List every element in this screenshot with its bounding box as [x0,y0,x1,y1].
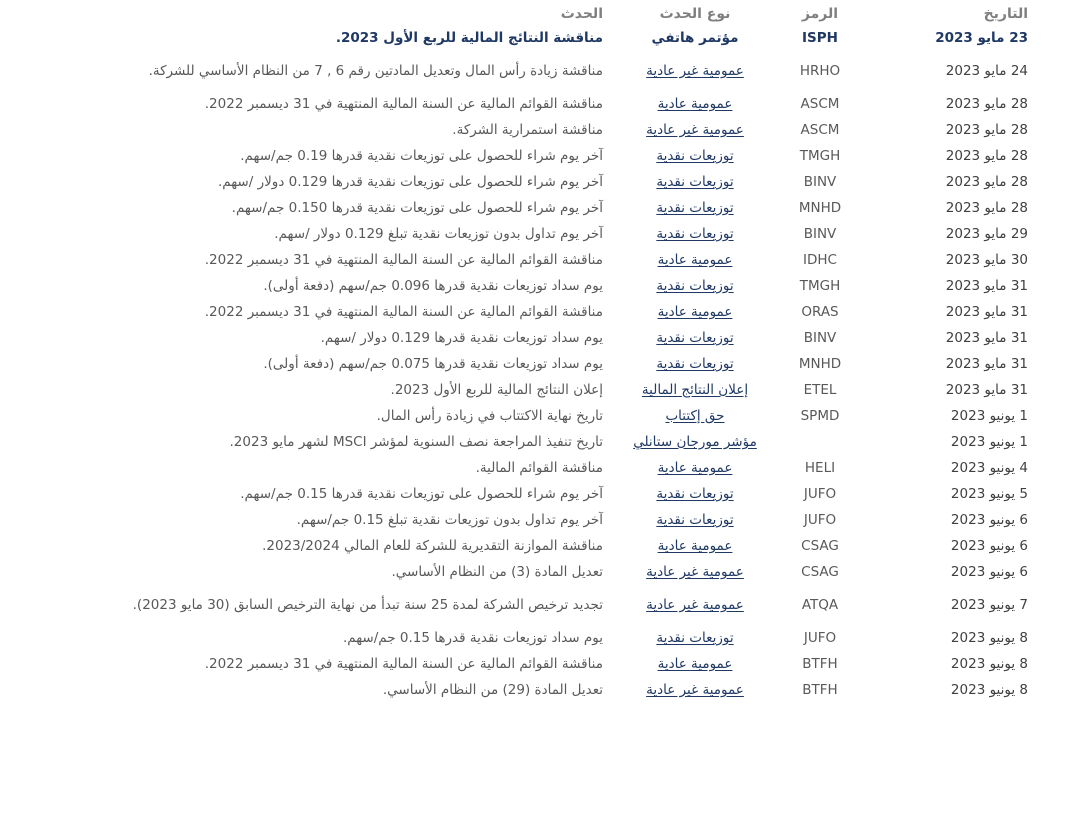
row-symbol: CSAG [801,563,839,580]
row-date: 5 يونيو 2023 [950,485,1028,502]
row-event-type [605,169,785,195]
row-date: 6 يونيو 2023 [950,563,1028,580]
event-type-link[interactable]: عمومية عادية [657,95,733,112]
row-event-type [605,533,785,559]
table-row [80,195,1030,221]
row-date: 28 مايو 2023 [945,199,1028,216]
row-date: 6 يونيو 2023 [950,537,1028,554]
row-date: 28 مايو 2023 [945,95,1028,112]
row-event-type [605,91,785,117]
row-event: مناقشة القوائم المالية عن السنة المالية المنتهية في 31 ديسمبر 2022. [204,95,603,112]
event-type-link[interactable]: توزيعات نقدية [656,199,734,216]
featured-symbol: ISPH [802,29,838,46]
row-event: تعديل المادة (29) من النظام الأساسي. [382,681,603,698]
table-row [80,377,1030,403]
row-date: 8 يونيو 2023 [950,681,1028,698]
row-event: تاريخ تنفيذ المراجعة نصف السنوية لمؤشر MSCI لشهر مايو 2023. [229,433,603,450]
event-type-link[interactable]: مؤشر مورجان ستانلي [633,433,757,450]
row-date: 28 مايو 2023 [945,173,1028,190]
table-row [80,403,1030,429]
row-event-type [605,51,785,91]
row-symbol: TMGH [799,277,841,294]
row-date: 31 مايو 2023 [945,277,1028,294]
row-event: يوم سداد توزيعات نقدية قدرها 0.096 جم/سهم (دفعة أولى). [263,277,603,294]
row-symbol: SPMD [800,407,840,424]
row-symbol: BTFH [802,655,838,672]
row-event-type [605,507,785,533]
event-type-link[interactable]: عمومية عادية [657,251,733,268]
row-event-type [605,403,785,429]
header-date: التاريخ [983,5,1028,22]
row-symbol: HELI [804,459,836,476]
row-date: 4 يونيو 2023 [950,459,1028,476]
row-event: آخر يوم شراء للحصول على توزيعات نقدية قدرها 0.15 جم/سهم. [240,485,603,502]
row-date: 31 مايو 2023 [945,329,1028,346]
row-symbol: ASCM [800,121,840,138]
row-symbol: BINV [803,173,837,190]
row-symbol: TMGH [799,147,841,164]
featured-event-type: مؤتمر هاتفي [651,29,739,46]
table-row [80,533,1030,559]
row-event: مناقشة القوائم المالية. [475,459,603,476]
header-symbol: الرمز [801,5,839,22]
row-event-type [605,559,785,585]
row-event: تعديل المادة (3) من النظام الأساسي. [391,563,603,580]
event-type-link[interactable]: توزيعات نقدية [656,173,734,190]
table-header-row [80,3,1030,25]
table-row [80,299,1030,325]
row-event: يوم سداد توزيعات نقدية قدرها 0.15 جم/سهم. [342,629,603,646]
table-row [80,143,1030,169]
row-symbol: JUFO [803,485,837,502]
row-date: 28 مايو 2023 [945,121,1028,138]
event-type-link[interactable]: حق إكتتاب [665,407,725,424]
row-date: 30 مايو 2023 [945,251,1028,268]
table-row [80,51,1030,91]
row-date: 1 يونيو 2023 [950,407,1028,424]
row-event: مناقشة القوائم المالية عن السنة المالية المنتهية في 31 ديسمبر 2022. [204,251,603,268]
event-type-link[interactable]: عمومية غير عادية [646,563,744,580]
row-event-type [605,247,785,273]
row-date: 8 يونيو 2023 [950,629,1028,646]
row-event-type [605,117,785,143]
row-symbol: JUFO [803,629,837,646]
table-row [80,117,1030,143]
row-symbol: ATQA [801,596,839,613]
event-type-link[interactable]: توزيعات نقدية [656,277,734,294]
row-event-type [605,625,785,651]
row-event-type [605,481,785,507]
row-symbol: HRHO [799,62,841,79]
event-type-link[interactable]: عمومية غير عادية [646,62,744,79]
table-row [80,559,1030,585]
row-symbol: ASCM [800,95,840,112]
event-type-link[interactable]: عمومية غير عادية [646,596,744,613]
row-symbol [785,429,855,455]
row-symbol: BINV [803,225,837,242]
row-event: آخر يوم شراء للحصول على توزيعات نقدية قدرها 0.150 جم/سهم. [231,199,603,216]
event-type-link[interactable]: عمومية غير عادية [646,121,744,138]
table-row [80,91,1030,117]
table-row [80,325,1030,351]
header-event-type: نوع الحدث [659,5,731,22]
event-type-link[interactable]: توزيعات نقدية [656,485,734,502]
row-event-type [605,325,785,351]
row-event-type [605,651,785,677]
row-event: تاريخ نهاية الاكتتاب في زيادة رأس المال. [376,407,603,424]
row-event-type [605,677,785,703]
row-date: 28 مايو 2023 [945,147,1028,164]
row-event-type [605,429,785,455]
row-event: مناقشة استمرارية الشركة. [452,121,603,138]
table-row [80,429,1030,455]
table-row [80,273,1030,299]
table-row [80,651,1030,677]
row-symbol: ETEL [803,381,837,398]
event-type-link[interactable]: إعلان النتائج المالية [641,381,749,398]
event-type-link[interactable]: عمومية عادية [657,655,733,672]
row-date: 1 يونيو 2023 [950,433,1028,450]
row-symbol: MNHD [798,355,842,372]
table-row [80,481,1030,507]
featured-event: مناقشة النتائج المالية للربع الأول 2023. [335,29,603,46]
table-row [80,585,1030,625]
row-symbol: MNHD [798,199,842,216]
row-symbol: JUFO [803,511,837,528]
row-event-type [605,377,785,403]
row-event: آخر يوم تداول بدون توزيعات نقدية تبلغ 0.129 دولار /سهم. [274,225,603,242]
header-event: الحدث [560,5,603,22]
row-event-type [605,351,785,377]
row-symbol: CSAG [801,537,839,554]
table-row [80,625,1030,651]
row-symbol: ORAS [801,303,839,320]
row-event-type [605,143,785,169]
table-row [80,455,1030,481]
event-type-link[interactable]: توزيعات نقدية [656,329,734,346]
row-date: 31 مايو 2023 [945,381,1028,398]
event-type-link[interactable]: عمومية عادية [657,537,733,554]
row-event: يوم سداد توزيعات نقدية قدرها 0.075 جم/سهم (دفعة أولى). [263,355,603,372]
row-event-type [605,585,785,625]
row-date: 31 مايو 2023 [945,303,1028,320]
event-type-link[interactable]: عمومية عادية [657,303,733,320]
row-event: آخر يوم شراء للحصول على توزيعات نقدية قدرها 0.129 دولار /سهم. [217,173,603,190]
row-event: آخر يوم تداول بدون توزيعات نقدية تبلغ 0.15 جم/سهم. [296,511,603,528]
event-type-link[interactable]: توزيعات نقدية [656,355,734,372]
row-symbol: BINV [803,329,837,346]
row-event: يوم سداد توزيعات نقدية قدرها 0.129 دولار /سهم. [320,329,603,346]
events-calendar-table [80,3,1030,703]
row-date: 6 يونيو 2023 [950,511,1028,528]
row-event-type [605,455,785,481]
table-row [80,221,1030,247]
row-date: 8 يونيو 2023 [950,655,1028,672]
event-type-link[interactable]: توزيعات نقدية [656,147,734,164]
row-event-type [605,299,785,325]
row-event: مناقشة الموازنة التقديرية للشركة للعام المالي 2023/2024. [262,537,603,554]
row-symbol: IDHC [803,251,837,268]
event-type-link[interactable]: توزيعات نقدية [656,225,734,242]
row-event: إعلان النتائج المالية للربع الأول 2023. [390,381,603,398]
featured-row [80,25,1030,51]
featured-date: 23 مايو 2023 [935,29,1028,46]
row-event-type [605,273,785,299]
row-event-type [605,195,785,221]
table-row [80,247,1030,273]
event-type-link[interactable]: توزيعات نقدية [656,511,734,528]
table-row [80,169,1030,195]
row-date: 31 مايو 2023 [945,355,1028,372]
table-row [80,677,1030,703]
table-row [80,507,1030,533]
row-symbol: BTFH [802,681,838,698]
row-event: مناقشة القوائم المالية عن السنة المالية المنتهية في 31 ديسمبر 2022. [204,303,603,320]
row-date: 7 يونيو 2023 [950,596,1028,613]
table-row [80,351,1030,377]
row-date: 24 مايو 2023 [945,62,1028,79]
row-event: آخر يوم شراء للحصول على توزيعات نقدية قدرها 0.19 جم/سهم. [240,147,603,164]
row-event: مناقشة زيادة رأس المال وتعديل المادتين رقم 6 , 7 من النظام الأساسي للشركة. [148,62,603,79]
row-event-type [605,221,785,247]
row-date: 29 مايو 2023 [945,225,1028,242]
event-type-link[interactable]: توزيعات نقدية [656,629,734,646]
event-type-link[interactable]: عمومية عادية [657,459,733,476]
event-type-link[interactable]: عمومية غير عادية [646,681,744,698]
row-event: تجديد ترخيص الشركة لمدة 25 سنة تبدأ من نهاية الترخيص السابق (30 مايو 2023). [132,596,603,613]
row-event: مناقشة القوائم المالية عن السنة المالية المنتهية في 31 ديسمبر 2022. [204,655,603,672]
